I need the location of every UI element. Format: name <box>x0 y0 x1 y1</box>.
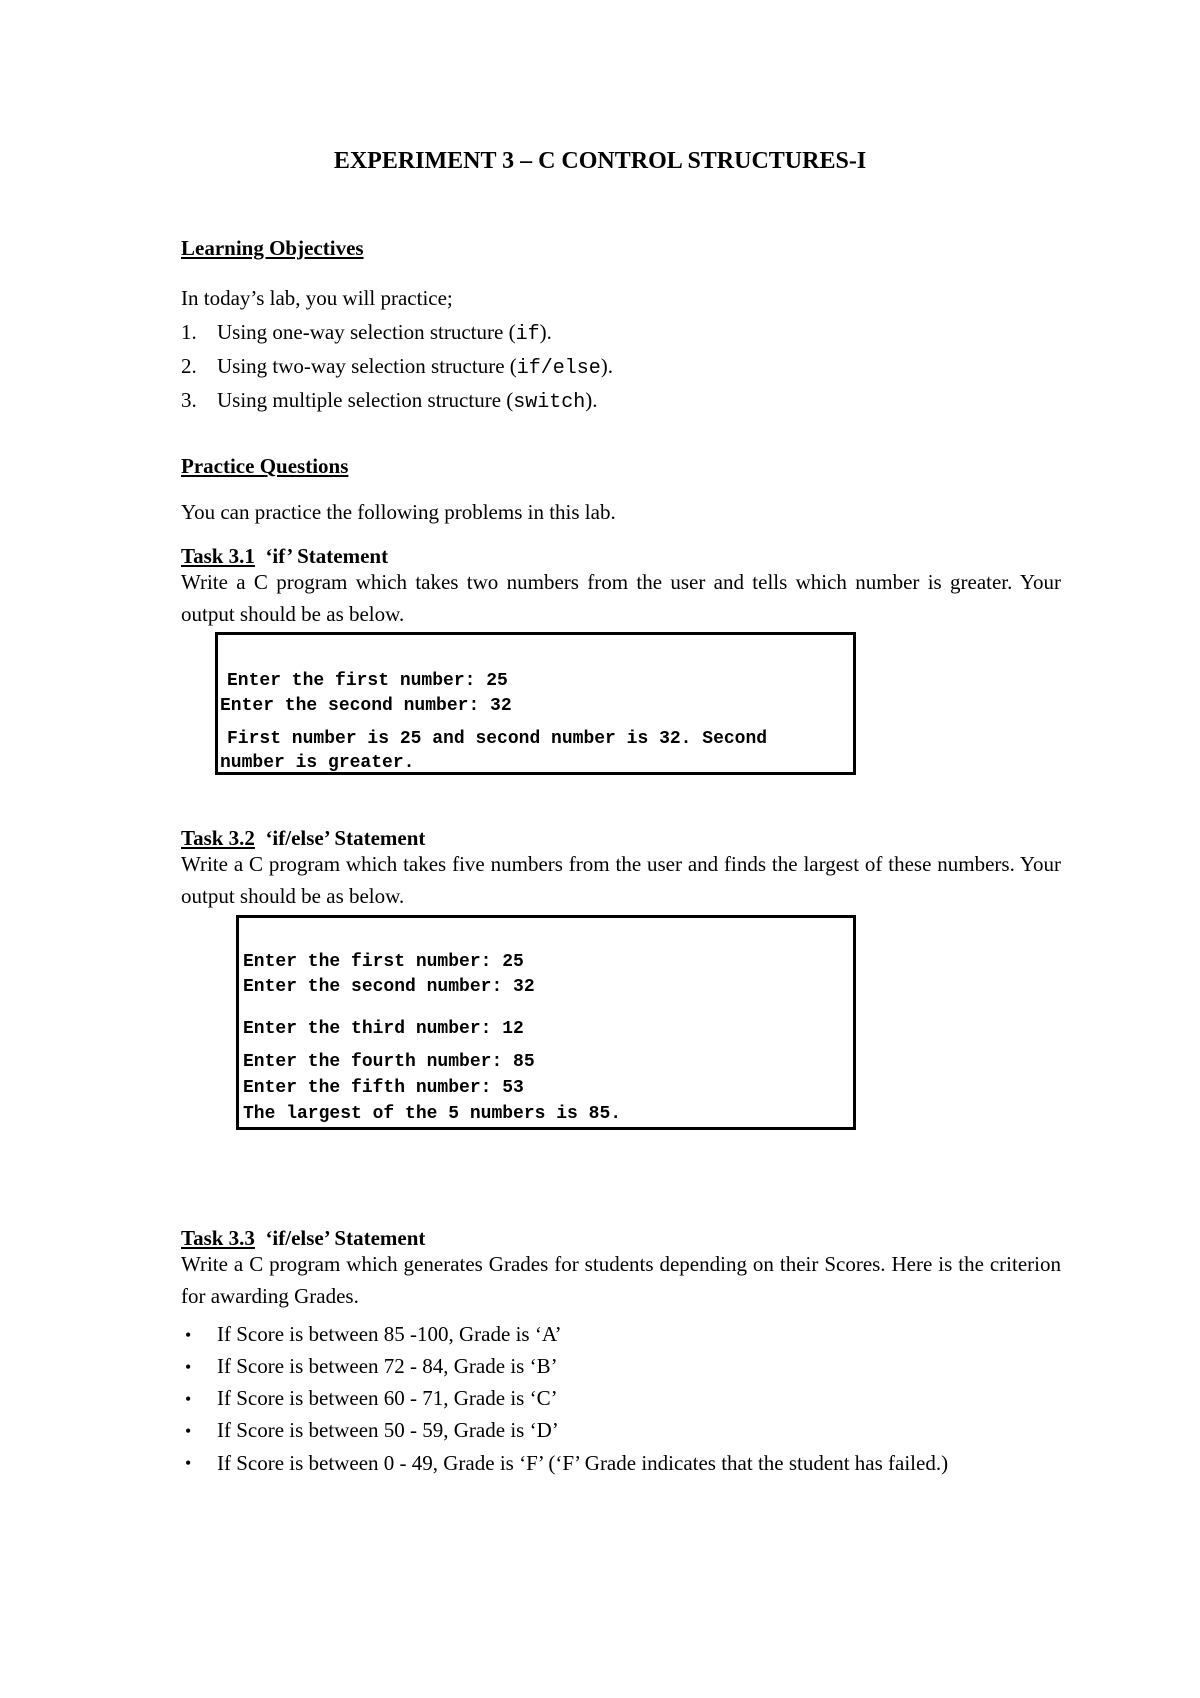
list-item: If Score is between 60 - 71, Grade is ‘C’ <box>217 1386 558 1410</box>
console-line: Enter the first number: 25 <box>243 952 524 972</box>
console-line: number is greater. <box>220 753 415 773</box>
console-line: Enter the second number: 32 <box>243 977 535 997</box>
list-item: Using one-way selection structure (if). <box>217 320 552 346</box>
list-item: If Score is between 0 - 49, Grade is ‘F’ (‘F’ Grade indicates that the student has failed.) <box>217 1451 949 1475</box>
console-output-box <box>215 632 856 775</box>
page-title: EXPERIMENT 3 – C CONTROL STRUCTURES-I <box>333 148 867 174</box>
task-name: ‘if/else’ Statement <box>265 1226 426 1250</box>
bullet-icon: • <box>185 1357 192 1377</box>
console-line: Enter the third number: 12 <box>243 1019 524 1039</box>
task-number: Task 3.3 <box>181 1226 255 1250</box>
list-item: If Score is between 72 - 84, Grade is ‘B’ <box>217 1354 558 1378</box>
list-item-number: 2. <box>181 354 197 378</box>
console-line: Enter the fourth number: 85 <box>243 1052 535 1072</box>
task-description: Write a C program which takes two numbers from the user and tells which number is greater. Your output should be as below. <box>181 570 1061 626</box>
learning-objectives-heading: Learning Objectives <box>181 236 364 260</box>
inline-code: if/else <box>516 357 601 380</box>
console-line: Enter the second number: 32 <box>220 696 512 716</box>
console-line: The largest of the 5 numbers is 85. <box>243 1104 622 1124</box>
task-name: ‘if/else’ Statement <box>265 826 426 850</box>
console-line: Enter the first number: 25 <box>227 671 508 691</box>
list-item: If Score is between 85 -100, Grade is ‘A’ <box>217 1322 562 1346</box>
list-item: Using multiple selection structure (switch). <box>217 388 598 414</box>
bullet-icon: • <box>185 1325 192 1345</box>
console-output-box <box>236 915 856 1130</box>
inline-code: if <box>515 323 540 346</box>
list-item: Using two-way selection structure (if/else). <box>217 354 614 380</box>
practice-questions-heading: Practice Questions <box>181 454 349 478</box>
task-description: Write a C program which takes five numbers from the user and finds the largest of these numbers. Your output should be as below. <box>181 852 1061 908</box>
objectives-intro: In today’s lab, you will practice; <box>181 286 453 310</box>
task-number: Task 3.1 <box>181 544 255 568</box>
task-number: Task 3.2 <box>181 826 255 850</box>
list-item: If Score is between 50 - 59, Grade is ‘D’ <box>217 1418 559 1442</box>
bullet-icon: • <box>185 1453 192 1473</box>
bullet-icon: • <box>185 1421 192 1441</box>
console-line: Enter the fifth number: 53 <box>243 1078 524 1098</box>
list-item-number: 3. <box>181 388 197 412</box>
practice-intro: You can practice the following problems in this lab. <box>181 500 616 524</box>
inline-code: switch <box>513 391 586 414</box>
task-description: Write a C program which generates Grades for students depending on their Scores. Here is the criterion for awarding Grades. <box>181 1252 1061 1308</box>
task-name: ‘if’ Statement <box>265 544 389 568</box>
console-line: First number is 25 and second number is 32. Second <box>227 729 768 749</box>
bullet-icon: • <box>185 1389 192 1409</box>
list-item-number: 1. <box>181 320 197 344</box>
